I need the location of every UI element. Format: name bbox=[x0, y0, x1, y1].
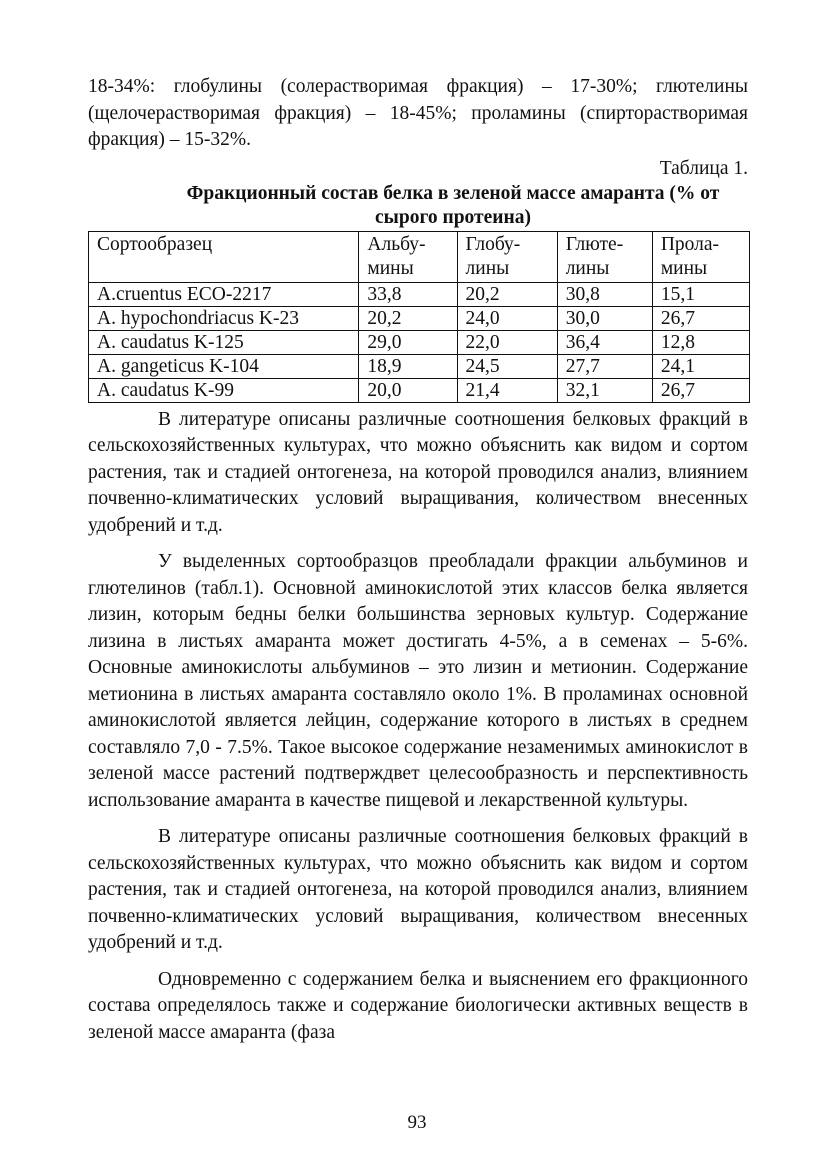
cell-prolamins: 24,1 bbox=[652, 354, 749, 378]
cell-glutelins: 27,7 bbox=[557, 354, 652, 378]
cell-glutelins: 32,1 bbox=[557, 378, 652, 402]
cell-glutelins: 30,0 bbox=[557, 306, 652, 330]
header-prolamins: Прола- мины bbox=[652, 231, 749, 282]
cell-glutelins: 30,8 bbox=[557, 282, 652, 306]
cell-albumins: 18,9 bbox=[359, 354, 457, 378]
cell-globulins: 20,2 bbox=[457, 282, 557, 306]
header-globulins: Глобу- лины bbox=[457, 231, 557, 282]
paragraph-literature: В литературе описаны различные соотношения белковых фракций в сельскохозяйственных культурах, что можно объяснить как видом и сортом растения, так и стадией онтогенеза, на которой проводился анализ, влиянием почвенно-климатических условий выращивания, количеством внесенных удобрений и т.д. bbox=[88, 408, 748, 536]
cell-variety: A. hypochondriacus K-23 bbox=[89, 306, 359, 330]
paragraph-literature-repeat: В литературе описаны различные соотношения белковых фракций в сельскохозяйственных культурах, что можно объяснить как видом и сортом растения, так и стадией онтогенеза, на которой проводился анализ, влиянием почвенно-климатических условий выращивания, количеством внесенных удобрений и т.д. bbox=[88, 826, 748, 953]
cell-prolamins: 12,8 bbox=[652, 330, 749, 354]
cell-albumins: 20,0 bbox=[359, 378, 457, 402]
table-header-row bbox=[89, 231, 750, 282]
cell-variety: A. caudatus K-125 bbox=[89, 330, 359, 354]
intro-paragraph: 18-34%: глобулины (солерастворимая фракция) – 17-30%; глютелины (щелочерастворимая фракция) – 18-45%; проламины (спирторастворимая фракция) – 15-32%. bbox=[88, 76, 748, 150]
paragraph-bioactive: Одновременно с содержанием белка и выяснением его фракционного состава определялось также и содержание биологически активных веществ в зеленой массе амаранта (фаза bbox=[88, 968, 748, 1043]
table-row bbox=[89, 354, 750, 378]
paragraph-amino-acids: У выделенных сортообразцов преобладали фракции альбуминов и глютелинов (табл.1). Основной аминокислотой этих классов белка является лизин, которым бедны белки большинства зерновых культур. Содержание лизина в листьях амаранта может достигать 4-5%, а в семенах – 5-6%. Основные аминокислоты альбуминов – это лизин и метионин. Содержание метионина в листьях амаранта составляло около 1%. В проламинах основной аминокислотой является лейцин, содержание которого в листьях в среднем составляло 7,0 - 7.5%. Такое высокое содержание незаменимых аминокислот в зеленой массе растений подтверждвет целесообразность и перспективность использование амаранта в качестве пищевой и лекарственной культуры. bbox=[88, 551, 748, 811]
table-row bbox=[89, 282, 750, 306]
cell-albumins: 20,2 bbox=[359, 306, 457, 330]
cell-globulins: 24,5 bbox=[457, 354, 557, 378]
table-row bbox=[89, 378, 750, 402]
cell-globulins: 22,0 bbox=[457, 330, 557, 354]
cell-albumins: 33,8 bbox=[359, 282, 457, 306]
cell-prolamins: 15,1 bbox=[652, 282, 749, 306]
fraction-table bbox=[88, 231, 750, 403]
cell-variety: A.cruentus ECO-2217 bbox=[89, 282, 359, 306]
cell-glutelins: 36,4 bbox=[557, 330, 652, 354]
cell-variety: A. gangeticus K-104 bbox=[89, 354, 359, 378]
table-label: Таблица 1. bbox=[659, 157, 748, 179]
table-row bbox=[89, 330, 750, 354]
table-row bbox=[89, 306, 750, 330]
table-title: Фракционный состав белка в зеленой массе амаранта (% от сырого протеина) bbox=[186, 182, 720, 228]
page-content bbox=[88, 74, 748, 1046]
cell-prolamins: 26,7 bbox=[652, 306, 749, 330]
cell-prolamins: 26,7 bbox=[652, 378, 749, 402]
page-number: 93 bbox=[407, 1112, 427, 1133]
header-glutelins: Глюте- лины bbox=[557, 231, 652, 282]
cell-variety: A. caudatus K-99 bbox=[89, 378, 359, 402]
header-variety: Сортообразец bbox=[89, 231, 359, 282]
header-albumins: Альбу- мины bbox=[359, 231, 457, 282]
cell-globulins: 21,4 bbox=[457, 378, 557, 402]
cell-globulins: 24,0 bbox=[457, 306, 557, 330]
cell-albumins: 29,0 bbox=[359, 330, 457, 354]
